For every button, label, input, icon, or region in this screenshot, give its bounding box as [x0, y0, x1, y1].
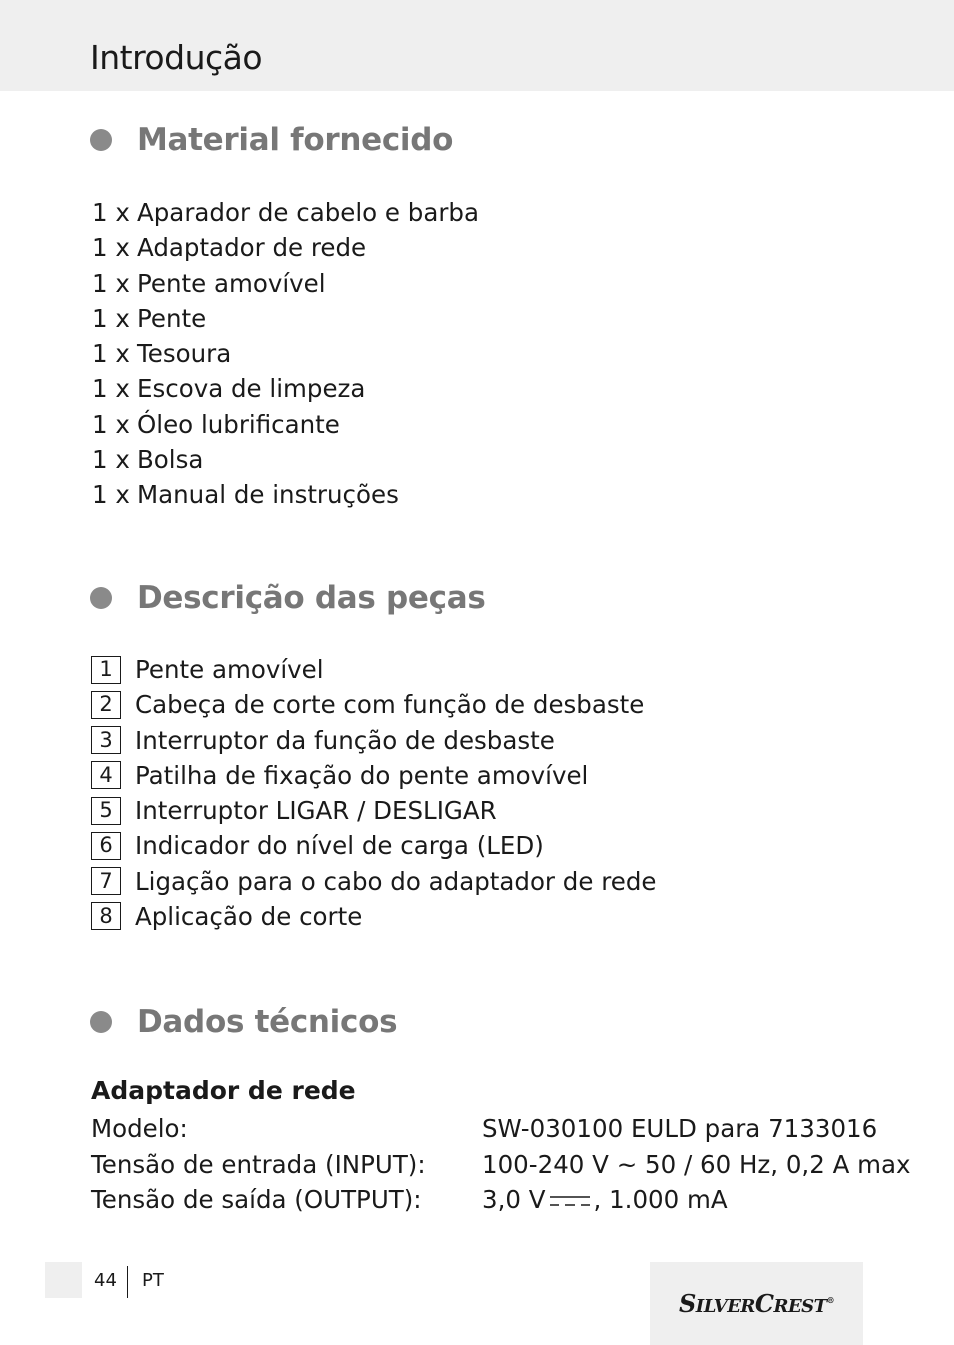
list-item	[92, 477, 479, 512]
item-label: Aparador de cabelo e barba	[137, 198, 479, 228]
part-number: 2	[91, 691, 121, 719]
brand-logo	[650, 1262, 863, 1345]
item-qty: 1 x	[92, 409, 130, 439]
list-item	[92, 230, 479, 265]
footer-marker	[45, 1262, 82, 1298]
spec-label: Tensão de entrada (INPUT):	[91, 1150, 426, 1179]
section-material	[90, 122, 453, 158]
output-current: , 1.000 mA	[593, 1185, 728, 1214]
item-label: Aplicação de corte	[135, 901, 363, 931]
item-qty: 1 x	[92, 233, 130, 263]
section-title: Descrição das peças	[137, 580, 486, 616]
section-heading	[90, 1004, 397, 1040]
list-item	[92, 687, 656, 722]
language-code: PT	[142, 1270, 164, 1291]
spec-value-output	[482, 1182, 728, 1217]
spec-value: 100-240 V ~ 50 / 60 Hz, 0,2 A max	[482, 1150, 911, 1179]
item-label: Pente	[137, 303, 207, 333]
list-item	[92, 899, 656, 934]
part-number: 1	[91, 656, 121, 684]
list-item	[92, 407, 479, 442]
section-parts	[90, 580, 486, 616]
spec-label: Modelo:	[91, 1114, 188, 1143]
logo-text: SILVERCREST®	[678, 1289, 835, 1318]
parts-list	[92, 652, 656, 934]
item-label: Manual de instruções	[137, 480, 399, 510]
item-label: Tesoura	[137, 339, 232, 369]
item-label: Adaptador de rede	[137, 233, 367, 263]
part-number: 3	[91, 726, 121, 754]
subheading-adapter: Adaptador de rede	[91, 1076, 356, 1105]
item-label: Interruptor LIGAR / DESLIGAR	[135, 796, 497, 826]
item-qty: 1 x	[92, 303, 130, 333]
item-label: Bolsa	[137, 444, 204, 474]
list-item	[92, 864, 656, 899]
list-item	[92, 266, 479, 301]
item-label: Pente amovível	[137, 268, 326, 298]
item-label: Óleo lubrificante	[137, 409, 340, 439]
section-title: Material fornecido	[137, 122, 454, 158]
list-item	[92, 442, 479, 477]
section-tech	[90, 1004, 397, 1040]
part-number: 8	[91, 902, 121, 930]
bullet-icon	[90, 129, 112, 151]
item-qty: 1 x	[92, 339, 130, 369]
list-item	[92, 371, 479, 406]
spec-row-model	[91, 1111, 891, 1146]
list-item	[92, 652, 656, 687]
item-qty: 1 x	[92, 444, 130, 474]
list-item	[92, 336, 479, 371]
list-item	[92, 828, 656, 863]
bullet-icon	[90, 587, 112, 609]
part-number: 6	[91, 832, 121, 860]
item-label: Indicador do nível de carga (LED)	[135, 831, 544, 861]
item-label: Escova de limpeza	[137, 374, 366, 404]
list-item	[92, 793, 656, 828]
part-number: 7	[91, 867, 121, 895]
spec-value: SW-030100 EULD para 7133016	[482, 1114, 878, 1143]
dc-symbol-icon	[548, 1194, 592, 1208]
item-qty: 1 x	[92, 268, 130, 298]
item-label: Patilha de fixação do pente amovível	[135, 760, 589, 790]
part-number: 5	[91, 797, 121, 825]
list-item	[92, 758, 656, 793]
spec-row-input	[91, 1147, 911, 1182]
bullet-icon	[90, 1011, 112, 1033]
output-voltage: 3,0 V	[482, 1185, 546, 1214]
footer-divider	[127, 1266, 128, 1298]
item-qty: 1 x	[92, 480, 130, 510]
item-label: Pente amovível	[135, 655, 324, 685]
page-number: 44	[94, 1270, 117, 1291]
item-label: Ligação para o cabo do adaptador de rede	[135, 866, 657, 896]
spec-row-output	[91, 1182, 891, 1217]
item-label: Cabeça de corte com função de desbaste	[135, 690, 645, 720]
list-item	[92, 195, 479, 230]
section-title: Dados técnicos	[137, 1004, 398, 1040]
item-qty: 1 x	[92, 374, 130, 404]
page-title: Introdução	[90, 38, 263, 77]
part-number: 4	[91, 761, 121, 789]
list-item	[92, 301, 479, 336]
item-qty: 1 x	[92, 198, 130, 228]
section-heading	[90, 122, 453, 158]
list-item	[92, 723, 656, 758]
spec-label: Tensão de saída (OUTPUT):	[91, 1185, 422, 1214]
item-label: Interruptor da função de desbaste	[135, 725, 555, 755]
material-list	[92, 195, 479, 512]
section-heading	[90, 580, 486, 616]
